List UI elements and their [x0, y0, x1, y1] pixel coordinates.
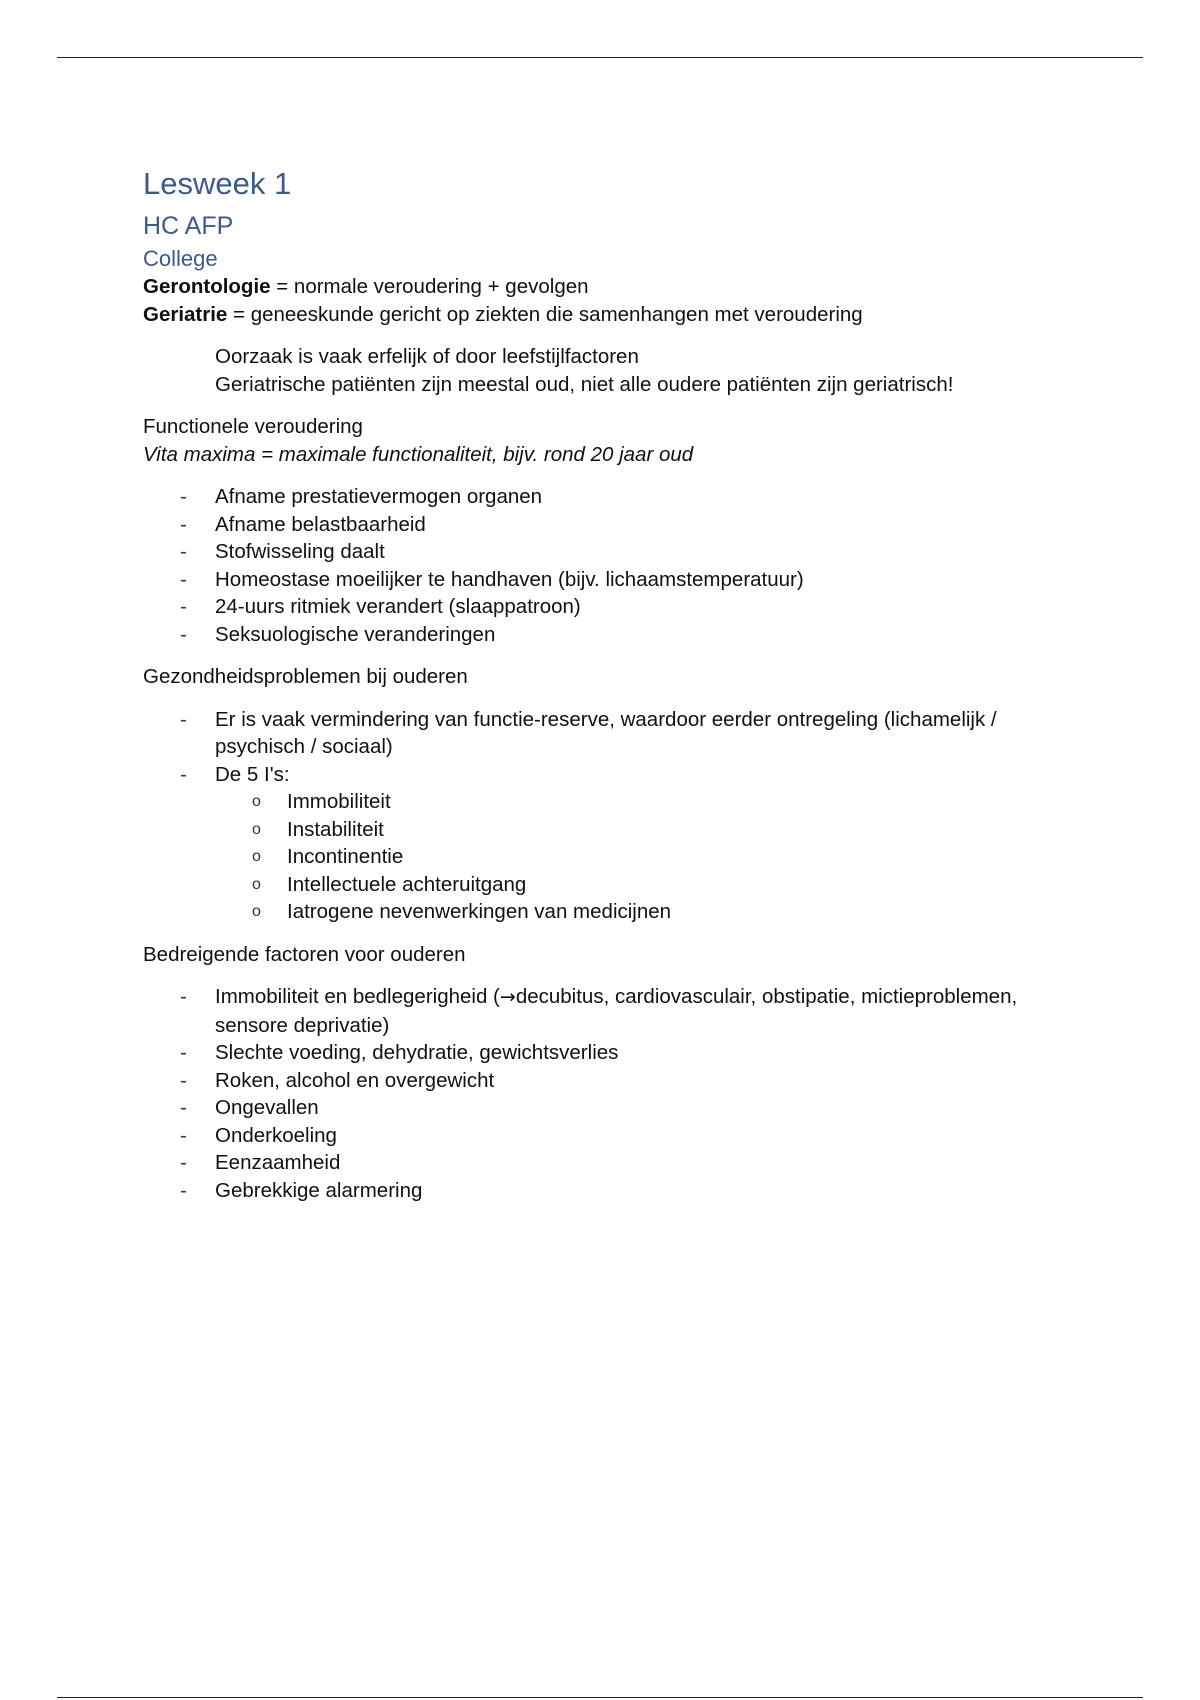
circle-bullet: o — [252, 820, 261, 838]
definition-term: Geriatrie — [143, 302, 228, 326]
list-item — [143, 1149, 1073, 1177]
list-item-text: Seksuologische veranderingen — [215, 622, 496, 646]
list-item-text: Gebrekkige alarmering — [215, 1178, 423, 1202]
list-item-text: Ongevallen — [215, 1096, 319, 1119]
list-item-text: Immobiliteit en bedlegerigheid ( — [215, 985, 500, 1008]
definition-text: = geneeskunde gericht op ziekten die samenhangen met veroudering — [227, 302, 863, 326]
note-line: Geriatrische patiënten zijn meestal oud, niet alle oudere patiënten zijn geriatrisch! — [215, 372, 954, 396]
section-heading: College — [143, 246, 218, 271]
dash-bullet: - — [180, 1068, 187, 1092]
health-heading: Gezondheidsproblemen bij ouderen — [143, 665, 468, 688]
dash-bullet: - — [180, 1096, 187, 1119]
dash-bullet: - — [180, 540, 187, 563]
sub-list-item — [215, 898, 1073, 926]
list-item-text: Stofwisseling daalt — [215, 540, 385, 563]
list-item — [143, 1039, 1073, 1067]
note-line: Oorzaak is vaak erfelijk of door leefstijlfactoren — [215, 345, 639, 368]
health-list — [143, 706, 1073, 926]
sub-list-item-text: Intellectuele achteruitgang — [287, 872, 527, 896]
list-item — [143, 538, 1073, 566]
list-item — [143, 706, 1073, 761]
subtitle: HC AFP — [143, 212, 234, 240]
definition-text: = normale veroudering + gevolgen — [270, 275, 589, 298]
functional-heading: Functionele veroudering — [143, 415, 363, 438]
list-item-text: Er is vaak vermindering van functie-reserve, waardoor eerder ontregeling (lichamelijk / psychisch / sociaal) — [215, 707, 997, 758]
list-item — [143, 483, 1073, 511]
list-item-text: Afname belastbaarheid — [215, 512, 426, 536]
list-item-text: De 5 I's: — [215, 762, 290, 786]
sub-list-item — [215, 788, 1073, 816]
sub-list-item — [215, 843, 1073, 871]
list-item — [143, 511, 1073, 539]
functional-list — [143, 483, 1073, 648]
list-item-text: Afname prestatievermogen organen — [215, 485, 543, 508]
dash-bullet: - — [180, 622, 187, 646]
list-item-text: 24-uurs ritmiek verandert (slaappatroon) — [215, 595, 581, 618]
sub-list-item — [215, 871, 1073, 899]
threats-list — [143, 983, 1073, 1204]
dash-bullet: - — [180, 707, 187, 731]
dash-bullet: - — [180, 1041, 187, 1064]
page-title: Lesweek 1 — [143, 166, 292, 201]
list-item-text: Homeostase moeilijker te handhaven (bijv. lichaamstemperatuur) — [215, 567, 804, 591]
dash-bullet: - — [180, 985, 187, 1008]
list-item — [143, 983, 1073, 1039]
circle-bullet: o — [252, 793, 261, 810]
document-body — [143, 164, 1073, 1219]
list-item-text: decubitus, cardiovasculair, obstipatie, mictieproblemen, sensore deprivatie) — [215, 985, 1018, 1037]
dash-bullet: - — [180, 1123, 187, 1147]
list-item-text: Eenzaamheid — [215, 1151, 341, 1174]
definition-gerontologie — [143, 273, 1073, 301]
list-item — [143, 621, 1073, 649]
notes-block — [143, 343, 1073, 398]
dash-bullet: - — [180, 512, 187, 536]
dash-bullet: - — [180, 1178, 187, 1202]
list-item — [143, 1067, 1073, 1095]
list-item — [143, 593, 1073, 621]
definition-geriatrie — [143, 301, 1073, 329]
circle-bullet: o — [252, 875, 261, 893]
list-item — [143, 1177, 1073, 1205]
circle-bullet: o — [252, 848, 261, 865]
list-item — [143, 761, 1073, 926]
dash-bullet: - — [180, 485, 187, 508]
vita-maxima-line: Vita maxima = maximale functionaliteit, bijv. rond 20 jaar oud — [143, 442, 694, 466]
header-rule — [57, 57, 1143, 58]
arrow-right-icon: → — [499, 986, 516, 1008]
list-item-text: Slechte voeding, dehydratie, gewichtsverlies — [215, 1041, 619, 1064]
sub-list-item-text: Incontinentie — [287, 845, 404, 868]
sub-list-item-text: Instabiliteit — [287, 817, 384, 841]
list-item-text: Onderkoeling — [215, 1123, 337, 1147]
dash-bullet: - — [180, 595, 187, 618]
list-item — [143, 566, 1073, 594]
circle-bullet: o — [252, 903, 261, 920]
list-item — [143, 1094, 1073, 1122]
dash-bullet: - — [180, 1151, 187, 1174]
footer-rule — [57, 1697, 1143, 1698]
threats-heading: Bedreigende factoren voor ouderen — [143, 942, 466, 966]
list-item-text: Roken, alcohol en overgewicht — [215, 1068, 495, 1092]
five-is-list — [215, 788, 1073, 926]
sub-list-item-text: Immobiliteit — [287, 790, 391, 813]
dash-bullet: - — [180, 762, 187, 786]
dash-bullet: - — [180, 567, 187, 591]
sub-list-item-text: Iatrogene nevenwerkingen van medicijnen — [287, 900, 672, 923]
definition-term: Gerontologie — [143, 275, 271, 298]
list-item — [143, 1122, 1073, 1150]
sub-list-item — [215, 816, 1073, 844]
